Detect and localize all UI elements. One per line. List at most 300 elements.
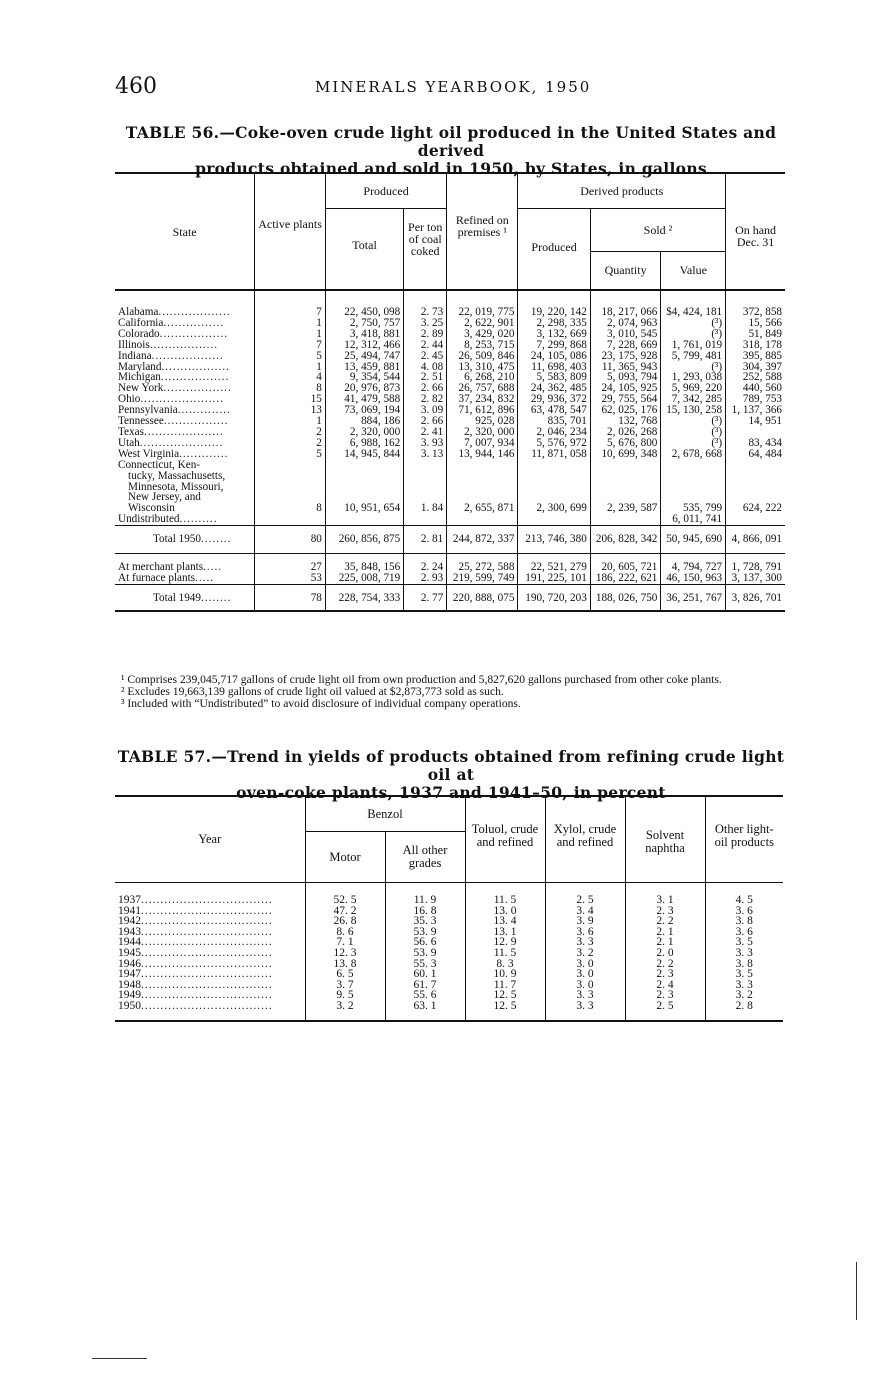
cell-refined: 244, 872, 337 — [447, 526, 518, 554]
cell-motor: 9. 5 — [305, 990, 385, 1001]
cell-value: 5, 799, 481 — [661, 351, 726, 362]
cell-value: 7, 342, 285 — [661, 394, 726, 405]
state-cell: New York.................. — [118, 382, 232, 395]
cell-toluol: 11. 5 — [465, 948, 545, 959]
cell-solvent: 3. 1 — [625, 895, 705, 906]
cell-on_hand: 304, 397 — [726, 362, 785, 373]
cell-total: 3, 418, 881 — [325, 329, 403, 340]
cell-other: 3. 8 — [705, 959, 783, 970]
cell-xylol: 2. 5 — [545, 895, 625, 906]
cell-produced: 2, 300, 699 — [518, 460, 590, 515]
cell-produced: 2, 298, 335 — [518, 318, 590, 329]
cell-on_hand: 1, 728, 791 — [726, 554, 785, 573]
cell-motor: 3. 7 — [305, 980, 385, 991]
cell-plants: 7 — [255, 340, 326, 351]
cell-value: (³) — [661, 362, 726, 373]
footnote-3: ³ Included with “Undistributed” to avoid disclosure of individual company operations. — [121, 696, 521, 710]
col-produced: Produced — [325, 173, 446, 209]
table-row-merchant — [115, 554, 785, 573]
cell-plants: 4 — [255, 372, 326, 383]
state-label: Tennessee — [118, 415, 164, 428]
cell-total: 14, 945, 844 — [325, 449, 403, 460]
table56-title — [115, 124, 787, 178]
cell-refined: 25, 272, 588 — [447, 554, 518, 573]
cell-per_ton: 2. 41 — [404, 427, 447, 438]
cell-per_ton — [404, 514, 447, 525]
cell-produced: 213, 746, 380 — [518, 526, 590, 554]
col-xylol: Xylol, crude and refined — [545, 796, 625, 883]
state-label: Michigan — [118, 371, 161, 384]
cell-solvent: 2. 1 — [625, 927, 705, 938]
cell-value: (³) — [661, 427, 726, 438]
col-state: State — [115, 173, 255, 290]
cell-quantity: 2, 074, 963 — [590, 318, 661, 329]
cell-per_ton: 2. 82 — [404, 394, 447, 405]
cell-toluol: 10. 9 — [465, 969, 545, 980]
cell-refined: 6, 268, 210 — [447, 372, 518, 383]
cell-plants: 1 — [255, 416, 326, 427]
cell-other: 3. 5 — [705, 969, 783, 980]
cell-plants: 53 — [255, 573, 326, 584]
state-cell: Michigan.................. — [118, 371, 230, 384]
cell-quantity: 206, 828, 342 — [590, 526, 661, 554]
year-cell: 1947.................................. — [118, 968, 273, 981]
state-label-line: Connecticut, Ken- — [118, 458, 201, 471]
state-cell: West Virginia............. — [118, 447, 229, 460]
year-label: 1949 — [118, 989, 141, 1002]
cell-total: 9, 354, 544 — [325, 372, 403, 383]
footnote-1: ¹ Comprises 239,045,717 gallons of crude light oil from own production and 5,827,620 gallons purchased from other coke plants. — [121, 673, 722, 686]
cell-value: 6, 011, 741 — [661, 514, 726, 525]
cell-plants: 1 — [255, 329, 326, 340]
cell-toluol: 13. 1 — [465, 927, 545, 938]
cell-xylol: 3. 2 — [545, 948, 625, 959]
cell-plants: 8 — [255, 460, 326, 515]
cell-quantity: 5, 676, 800 — [590, 438, 661, 449]
cell-value: 15, 130, 258 — [661, 405, 726, 416]
state-cell: Colorado.................. — [118, 327, 228, 340]
cell-produced: 19, 220, 142 — [518, 307, 590, 318]
cell-on_hand: 318, 178 — [726, 340, 785, 351]
cell-total: 10, 951, 654 — [325, 460, 403, 515]
cell-refined: 22, 019, 775 — [447, 307, 518, 318]
cell-all_other: 63. 1 — [385, 1001, 465, 1012]
col-per-ton: Per ton of coal coked — [404, 209, 447, 291]
state-label: Illinois — [118, 338, 150, 351]
cell-quantity: 186, 222, 621 — [590, 573, 661, 584]
cell-all_other: 56. 6 — [385, 937, 465, 948]
cell-toluol: 8. 3 — [465, 959, 545, 970]
cell-toluol: 13. 0 — [465, 906, 545, 917]
state-cell: Texas..................... — [118, 425, 224, 438]
col-derived-produced: Produced — [518, 209, 590, 291]
state-label: Alabama — [118, 306, 159, 318]
running-title: MINERALS YEARBOOK, 1950 — [315, 78, 592, 96]
cell-value: (³) — [661, 318, 726, 329]
state-label: Texas — [118, 425, 144, 438]
cell-refined: 2, 622, 901 — [447, 318, 518, 329]
cell-other: 4. 5 — [705, 895, 783, 906]
cell-plants: 80 — [255, 526, 326, 554]
cell-motor: 3. 2 — [305, 1001, 385, 1012]
year-cell: 1948.................................. — [118, 978, 273, 991]
cell-value: 1, 293, 038 — [661, 372, 726, 383]
state-cell: Ohio...................... — [118, 393, 224, 406]
cell-on_hand: 440, 560 — [726, 383, 785, 394]
state-cell: Indiana................... — [118, 349, 224, 362]
table56-footnotes — [115, 674, 795, 709]
year-label: 1948 — [118, 978, 141, 991]
col-on-hand: On hand Dec. 31 — [726, 173, 785, 290]
col-derived-products: Derived products — [518, 173, 726, 209]
year-label: 1950 — [118, 999, 141, 1012]
state-label: Maryland — [118, 360, 162, 373]
cell-quantity: 2, 026, 268 — [590, 427, 661, 438]
cell-plants: 78 — [255, 584, 326, 610]
cell-value: 46, 150, 963 — [661, 573, 726, 584]
cell-per_ton: 3. 09 — [404, 405, 447, 416]
table57-title-line2: oven-coke plants, 1937 and 1941–50, in percent — [236, 783, 666, 802]
cell-all_other: 11. 9 — [385, 895, 465, 906]
year-label: 1943 — [118, 925, 141, 938]
year-cell: 1944.................................. — [118, 936, 273, 949]
cell-quantity: 24, 105, 925 — [590, 383, 661, 394]
cell-on_hand: 789, 753 — [726, 394, 785, 405]
cell-total: 35, 848, 156 — [325, 554, 403, 573]
cell-produced: 11, 698, 403 — [518, 362, 590, 373]
cell-refined: 26, 757, 688 — [447, 383, 518, 394]
state-cell: Undistributed.......... — [118, 513, 218, 526]
cell-plants: 8 — [255, 383, 326, 394]
state-label: Undistributed — [118, 513, 180, 526]
year-label: 1937 — [118, 894, 141, 906]
cell-per_ton: 2. 66 — [404, 383, 447, 394]
year-cell: 1950.................................. — [118, 999, 273, 1012]
cell-total: 73, 069, 194 — [325, 405, 403, 416]
cell-per_ton: 3. 13 — [404, 449, 447, 460]
cell-on_hand: 1, 137, 366 — [726, 405, 785, 416]
state-cell: Total 1949........ — [115, 584, 255, 610]
year-label: 1944 — [118, 936, 141, 949]
cell-solvent: 2. 3 — [625, 990, 705, 1001]
year-label: 1946 — [118, 957, 141, 970]
cell-other: 3. 6 — [705, 906, 783, 917]
cell-per_ton: 4. 08 — [404, 362, 447, 373]
cell-total: 13, 459, 881 — [325, 362, 403, 373]
state-label: West Virginia — [118, 447, 180, 460]
col-quantity: Quantity — [590, 251, 661, 290]
cell-on_hand: 372, 858 — [726, 307, 785, 318]
col-refined: Refined on premises ¹ — [447, 173, 518, 290]
year-cell: 1942.................................. — [118, 915, 273, 928]
cell-produced: 11, 871, 058 — [518, 449, 590, 460]
cell-refined: 71, 612, 896 — [447, 405, 518, 416]
cell-xylol: 3. 3 — [545, 990, 625, 1001]
cell-value: (³) — [661, 416, 726, 427]
cell-refined: 13, 310, 475 — [447, 362, 518, 373]
decorative-rule — [92, 1358, 147, 1359]
cell-per_ton: 2. 93 — [404, 573, 447, 584]
table57-title — [115, 748, 787, 802]
year-cell: 1937.................................. — [118, 894, 273, 906]
cell-refined: 13, 944, 146 — [447, 449, 518, 460]
table57 — [115, 795, 783, 1022]
year-cell: 1943.................................. — [118, 925, 273, 938]
state-label: California — [118, 316, 164, 329]
cell-refined: 2, 655, 871 — [447, 460, 518, 515]
cell-on_hand: 51, 849 — [726, 329, 785, 340]
cell-per_ton: 2. 89 — [404, 329, 447, 340]
cell-other: 3. 5 — [705, 937, 783, 948]
state-cell: Alabama................... — [118, 306, 231, 318]
cell-plants: 2 — [255, 427, 326, 438]
cell-plants: 1 — [255, 362, 326, 373]
cell-produced: 3, 132, 669 — [518, 329, 590, 340]
cell-refined: 7, 007, 934 — [447, 438, 518, 449]
state-label: Pennsylvania — [118, 404, 178, 417]
cell-total: 20, 976, 873 — [325, 383, 403, 394]
table57-body — [115, 883, 783, 1021]
table-row-combined — [115, 460, 785, 515]
cell-refined: 3, 429, 020 — [447, 329, 518, 340]
cell-total: 25, 494, 747 — [325, 351, 403, 362]
cell-solvent: 2. 0 — [625, 948, 705, 959]
scan-edge-mark — [856, 1262, 857, 1320]
state-label: Total 1949 — [153, 591, 201, 604]
col-sold: Sold ² — [590, 209, 725, 252]
cell-value: 2, 678, 668 — [661, 449, 726, 460]
cell-other: 3. 6 — [705, 927, 783, 938]
cell-plants: 5 — [255, 449, 326, 460]
col-active-plants: Active plants — [255, 173, 326, 290]
cell-quantity: 7, 228, 669 — [590, 340, 661, 351]
table56-title-line2: products obtained and sold in 1950, by States, in gallons — [195, 159, 707, 178]
col-other: Other light-oil products — [705, 796, 783, 883]
cell-quantity: 188, 026, 750 — [590, 584, 661, 610]
state-cell: At merchant plants..... — [115, 554, 255, 573]
cell-on_hand: 14, 951 — [726, 416, 785, 427]
state-label: New York — [118, 382, 164, 395]
cell-plants — [255, 514, 326, 525]
cell-all_other: 53. 9 — [385, 948, 465, 959]
cell-solvent: 2. 3 — [625, 906, 705, 917]
cell-per_ton: 2. 44 — [404, 340, 447, 351]
cell-value: 535, 799 — [661, 460, 726, 515]
cell-motor: 8. 6 — [305, 927, 385, 938]
cell-all_other: 53. 9 — [385, 927, 465, 938]
state-label: Utah — [118, 436, 140, 449]
col-year: Year — [115, 796, 305, 883]
cell-per_ton: 2. 66 — [404, 416, 447, 427]
cell-per_ton: 1. 84 — [404, 460, 447, 515]
cell-value: (³) — [661, 329, 726, 340]
cell-value: 1, 761, 019 — [661, 340, 726, 351]
cell-solvent: 2. 2 — [625, 916, 705, 927]
cell-xylol: 3. 3 — [545, 1001, 625, 1012]
cell-total: 12, 312, 466 — [325, 340, 403, 351]
state-label-line: Minnesota, Missouri, — [128, 480, 224, 493]
cell-total: 228, 754, 333 — [325, 584, 403, 610]
cell-refined: 8, 253, 715 — [447, 340, 518, 351]
table-row-furnace — [115, 573, 785, 584]
cell-toluol: 11. 7 — [465, 980, 545, 991]
cell-per_ton: 3. 25 — [404, 318, 447, 329]
cell-all_other: 55. 6 — [385, 990, 465, 1001]
cell-quantity: 11, 365, 943 — [590, 362, 661, 373]
cell-on_hand: 15, 566 — [726, 318, 785, 329]
cell-xylol: 3. 0 — [545, 969, 625, 980]
table-row-total-1950 — [115, 526, 785, 554]
cell-solvent: 2. 5 — [625, 1001, 705, 1012]
year-cell: 1941.................................. — [118, 904, 273, 917]
cell-xylol: 3. 9 — [545, 916, 625, 927]
cell-plants: 7 — [255, 307, 326, 318]
cell-produced — [518, 514, 590, 525]
cell-quantity: 23, 175, 928 — [590, 351, 661, 362]
cell-solvent: 2. 1 — [625, 937, 705, 948]
cell-total: 2, 750, 757 — [325, 318, 403, 329]
state-cell: Utah...................... — [118, 436, 224, 449]
cell-quantity: 20, 605, 721 — [590, 554, 661, 573]
col-all-other: All other grades — [385, 832, 465, 883]
cell-other: 3. 2 — [705, 990, 783, 1001]
cell-motor: 52. 5 — [305, 895, 385, 906]
cell-plants: 2 — [255, 438, 326, 449]
state-label: Indiana — [118, 349, 152, 362]
col-benzol: Benzol — [305, 796, 465, 832]
year-label: 1947 — [118, 968, 141, 981]
year-cell: 1946.................................. — [118, 957, 273, 970]
cell-motor: 47. 2 — [305, 906, 385, 917]
cell-toluol: 13. 4 — [465, 916, 545, 927]
cell-all_other: 55. 3 — [385, 959, 465, 970]
cell-toluol: 12. 5 — [465, 990, 545, 1001]
cell-all_other: 60. 1 — [385, 969, 465, 980]
col-motor: Motor — [305, 832, 385, 883]
cell-produced: 7, 299, 868 — [518, 340, 590, 351]
cell-total: 260, 856, 875 — [325, 526, 403, 554]
cell-per_ton: 3. 93 — [404, 438, 447, 449]
table56-body — [115, 290, 785, 611]
table57-title-line1: TABLE 57.—Trend in yields of products obtained from refining crude light oil at — [117, 747, 785, 784]
cell-total — [325, 514, 403, 525]
cell-quantity: 3, 010, 545 — [590, 329, 661, 340]
cell-refined: 37, 234, 832 — [447, 394, 518, 405]
cell-motor: 12. 3 — [305, 948, 385, 959]
col-total: Total — [325, 209, 403, 291]
cell-total: 6, 988, 162 — [325, 438, 403, 449]
state-label: Total 1950 — [153, 533, 201, 546]
cell-all_other: 61. 7 — [385, 980, 465, 991]
cell-produced: 2, 046, 234 — [518, 427, 590, 438]
cell-quantity: 5, 093, 794 — [590, 372, 661, 383]
cell-other: 3. 3 — [705, 948, 783, 959]
cell-solvent: 2. 3 — [625, 969, 705, 980]
cell-value: (³) — [661, 438, 726, 449]
cell-toluol: 12. 9 — [465, 937, 545, 948]
cell-refined: 219, 599, 749 — [447, 573, 518, 584]
cell-total: 225, 008, 719 — [325, 573, 403, 584]
cell-on_hand: 252, 588 — [726, 372, 785, 383]
col-value: Value — [661, 251, 726, 290]
cell-on_hand: 624, 222 — [726, 460, 785, 515]
state-cell — [115, 460, 255, 515]
cell-produced: 190, 720, 203 — [518, 584, 590, 610]
state-label-line: Wisconsin — [128, 502, 175, 515]
cell-total: 884, 186 — [325, 416, 403, 427]
cell-value: 50, 945, 690 — [661, 526, 726, 554]
cell-plants: 13 — [255, 405, 326, 416]
state-label: Ohio — [118, 393, 141, 406]
cell-produced: 22, 521, 279 — [518, 554, 590, 573]
state-label-line: tucky, Massachusetts, — [128, 469, 226, 482]
state-label: At furnace plants — [118, 571, 196, 584]
cell-solvent: 2. 4 — [625, 980, 705, 991]
state-cell: At furnace plants..... — [118, 571, 215, 584]
cell-on_hand: 4, 866, 091 — [726, 526, 785, 554]
cell-quantity — [590, 514, 661, 525]
state-label-line: New Jersey, and — [128, 491, 201, 504]
cell-per_ton: 2. 51 — [404, 372, 447, 383]
cell-quantity: 2, 239, 587 — [590, 460, 661, 515]
col-solvent: Solvent naphtha — [625, 796, 705, 883]
cell-on_hand: 83, 434 — [726, 438, 785, 449]
cell-all_other: 35. 3 — [385, 916, 465, 927]
cell-produced: 63, 478, 547 — [518, 405, 590, 416]
cell-xylol: 3. 3 — [545, 937, 625, 948]
cell-quantity: 29, 755, 564 — [590, 394, 661, 405]
cell-toluol: 11. 5 — [465, 895, 545, 906]
cell-motor: 7. 1 — [305, 937, 385, 948]
table-row — [115, 1001, 783, 1012]
cell-value: $4, 424, 181 — [661, 307, 726, 318]
cell-refined: 2, 320, 000 — [447, 427, 518, 438]
cell-total: 22, 450, 098 — [325, 307, 403, 318]
cell-produced: 5, 576, 972 — [518, 438, 590, 449]
cell-on_hand — [726, 514, 785, 525]
table-row-total-1949 — [115, 584, 785, 610]
state-cell: Tennessee................. — [118, 415, 229, 428]
cell-on_hand: 395, 885 — [726, 351, 785, 362]
cell-on_hand: 64, 484 — [726, 449, 785, 460]
cell-xylol: 3. 6 — [545, 927, 625, 938]
cell-refined: 26, 509, 846 — [447, 351, 518, 362]
cell-produced: 24, 362, 485 — [518, 383, 590, 394]
cell-total: 2, 320, 000 — [325, 427, 403, 438]
cell-refined — [447, 514, 518, 525]
cell-per_ton: 2. 24 — [404, 554, 447, 573]
year-label: 1942 — [118, 915, 141, 928]
year-cell: 1949.................................. — [118, 989, 273, 1002]
footnote-2: ² Excludes 19,663,139 gallons of crude light oil valued at $2,873,773 sold as such. — [121, 684, 504, 698]
table-row-undistributed — [115, 514, 785, 525]
cell-plants: 1 — [255, 318, 326, 329]
cell-other: 3. 8 — [705, 916, 783, 927]
table56 — [115, 172, 785, 612]
table-row — [115, 449, 785, 460]
cell-xylol: 3. 0 — [545, 959, 625, 970]
cell-produced: 5, 583, 809 — [518, 372, 590, 383]
cell-quantity: 10, 699, 348 — [590, 449, 661, 460]
cell-on_hand: 3, 826, 701 — [726, 584, 785, 610]
cell-other: 2. 8 — [705, 1001, 783, 1012]
state-label: At merchant plants — [118, 561, 204, 574]
state-cell: Pennsylvania.............. — [118, 404, 231, 417]
cell-motor: 6. 5 — [305, 969, 385, 980]
cell-motor: 13. 8 — [305, 959, 385, 970]
page-number: 460 — [115, 74, 157, 99]
cell-refined: 220, 888, 075 — [447, 584, 518, 610]
